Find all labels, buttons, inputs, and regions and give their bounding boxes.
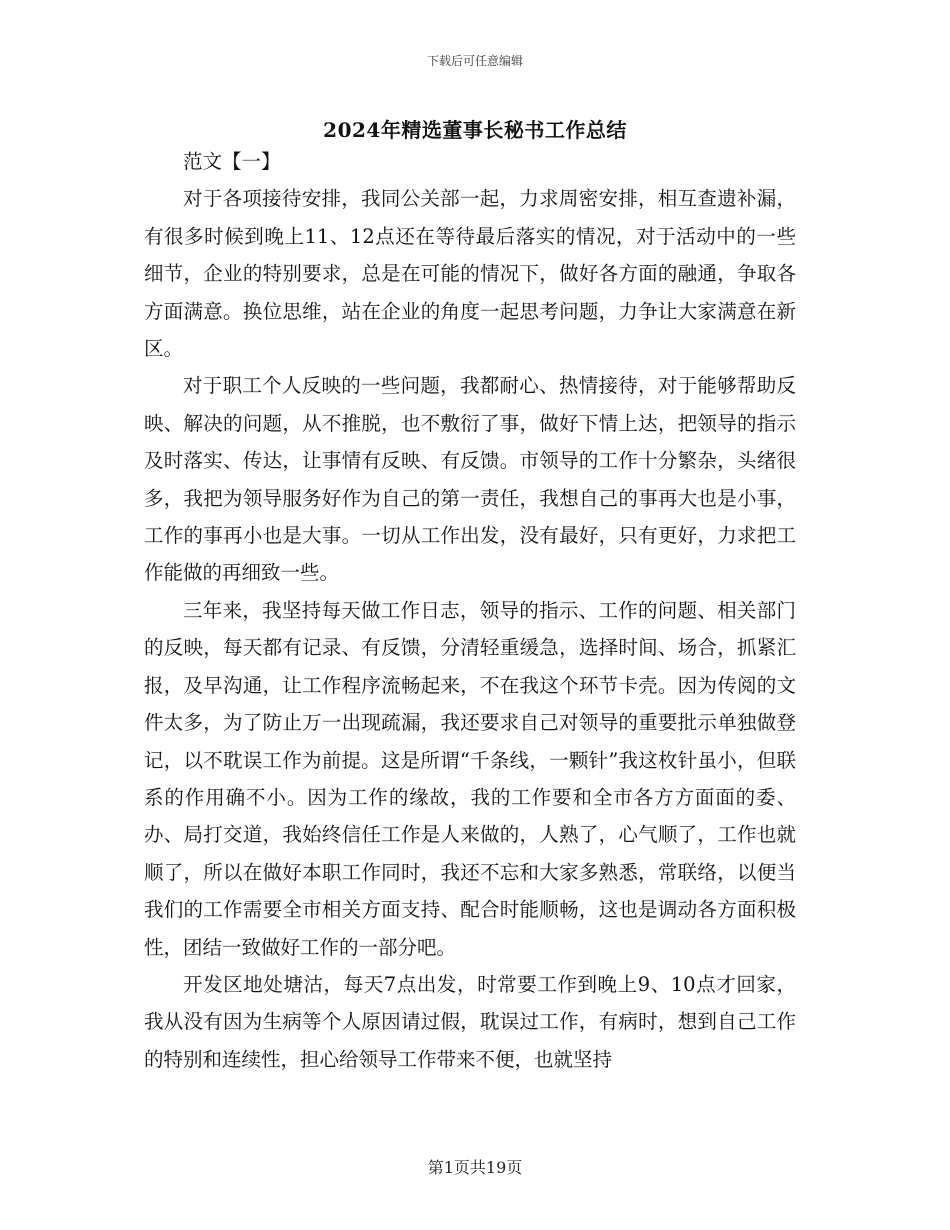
document-body (144, 143, 796, 1078)
paragraph-3: 三年来，我坚持每天做工作日志，领导的指示、工作的问题、相关部门的反映，每天都有记录、有反馈，分清轻重缓急，选择时间、场合，抓紧汇报，及早沟通，让工作程序流畅起来，不在我这个环节卡壳。因为传阅的文件太多，为了防止万一出现疏漏，我还要求自己对领导的重要批示单独做登记，以不耽误工作为前提。这是所谓“千条线，一颗针”我这枚针虽小，但联系的作用确不小。因为工作的缘故，我的工作要和全市各方方面面的委、办、局打交道，我始终信任工作是人来做的，人熟了，心气顺了，工作也就顺了，所以在做好本职工作同时，我还不忘和大家多熟悉，常联络，以便当我们的工作需要全市相关方面支持、配合时能顺畅，这也是调动各方面积极性，团结一致做好工作的一部分吧。 (144, 598, 796, 959)
paragraph-4: 开发区地处塘沽，每天7点出发，时常要工作到晚上9、10点才回家，我从没有因为生病等个人原因请过假，耽误过工作，有病时，想到自己工作的特别和连续性，担心给领导工作带来不便，也就坚持 (144, 972, 796, 1071)
page-number: 第1页共19页 (427, 1158, 523, 1177)
paragraph-2: 对于职工个人反映的一些问题，我都耐心、热情接待，对于能够帮助反映、解决的问题，从不推脱，也不敷衍了事，做好下情上达，把领导的指示及时落实、传达，让事情有反映、有反馈。市领导的工作十分繁杂，头绪很多，我把为领导服务好作为自己的第一责任，我想自己的事再大也是小事，工作的事再小也是大事。一切从工作出发，没有最好，只有更好，力求把工作能做的再细致一些。 (144, 374, 796, 585)
page-header-note: 下载后可任意编辑 (426, 54, 523, 68)
paragraph-1: 对于各项接待安排，我同公关部一起，力求周密安排，相互查遗补漏，有很多时候到晚上11、12点还在等待最后落实的情况，对于活动中的一些细节，企业的特别要求，总是在可能的情况下，做好各方面的融通，争取各方面满意。换位思维，站在企业的角度一起思考问题，力争让大家满意在新区。 (144, 187, 796, 361)
section-label: 范文【一】 (183, 150, 281, 173)
document-title: 2024年精选董事长秘书工作总结 (323, 118, 627, 142)
